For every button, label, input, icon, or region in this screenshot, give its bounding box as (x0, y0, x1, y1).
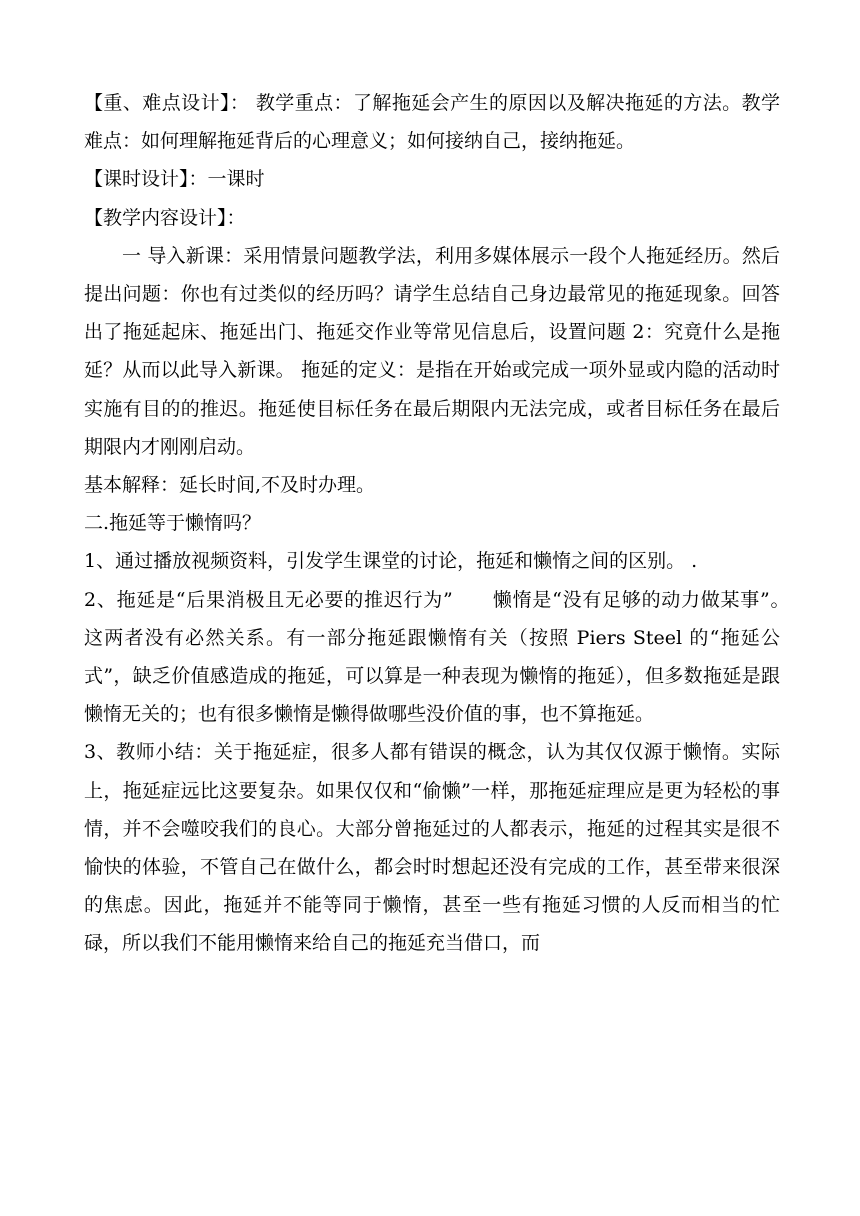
key-points-paragraph: 【重、难点设计】： 教学重点：了解拖延会产生的原因以及解决拖延的方法。教学难点：如何理解拖延背后的心理意义；如何接纳自己，接纳拖延。 (84, 92, 780, 153)
basic-explanation-paragraph: 基本解释：延长时间,不及时办理。 (84, 474, 376, 497)
point-one-paragraph: 1、通过播放视频资料，引发学生课堂的讨论，拖延和懒惰之间的区别。 . (84, 550, 698, 573)
document-body (84, 84, 806, 963)
introduction-paragraph: 一 导入新课：采用情景问题教学法，利用多媒体展示一段个人拖延经历。然后提出问题：你也有过类似的经历吗？请学生总结自己身边最常见的拖延现象。回答出了拖延起床、拖延出门、拖延交作业等常见信息后，设置问题 2：究竟什么是拖延？从而以此导入新课。 拖延的定义：是指在开始或完成一项外显或内隐的活动时实施有目的的推迟。拖延使目标任务在最后期限内无法完成，或者目标任务在最后期限内才刚刚启动。 (84, 244, 780, 458)
point-two-paragraph: 2、拖延是“后果消极且无必要的推迟行为” 懒惰是“没有足够的动力做某事”。 这两者没有必然关系。有一部分拖延跟懒惰有关（按照 Piers Steel 的“拖延公式”，缺乏价值感造成的拖延，可以算是一种表现为懒惰的拖延），但多数拖延是跟懒惰无关的；也有很多懒惰是懒得做哪些没价值的事，也不算拖延。 (84, 588, 806, 726)
content-design-heading: 【教学内容设计】： (84, 206, 246, 229)
class-hours-paragraph: 【课时设计】：一课时 (84, 168, 265, 191)
section-two-heading: 二.拖延等于懒惰吗？ (84, 512, 262, 535)
teacher-summary-paragraph: 3、教师小结：关于拖延症，很多人都有错误的概念，认为其仅仅源于懒惰。实际上，拖延症远比这要复杂。如果仅仅和“偷懒”一样，那拖延症理应是更为轻松的事情，并不会噬咬我们的良心。大部分曾拖延过的人都表示，拖延的过程其实是很不愉快的体验，不管自己在做什么，都会时时想起还没有完成的工作，甚至带来很深的焦虑。因此，拖延并不能等同于懒惰，甚至一些有拖延习惯的人反而相当的忙碌，所以我们不能用懒惰来给自己的拖延充当借口，而 (84, 741, 780, 955)
